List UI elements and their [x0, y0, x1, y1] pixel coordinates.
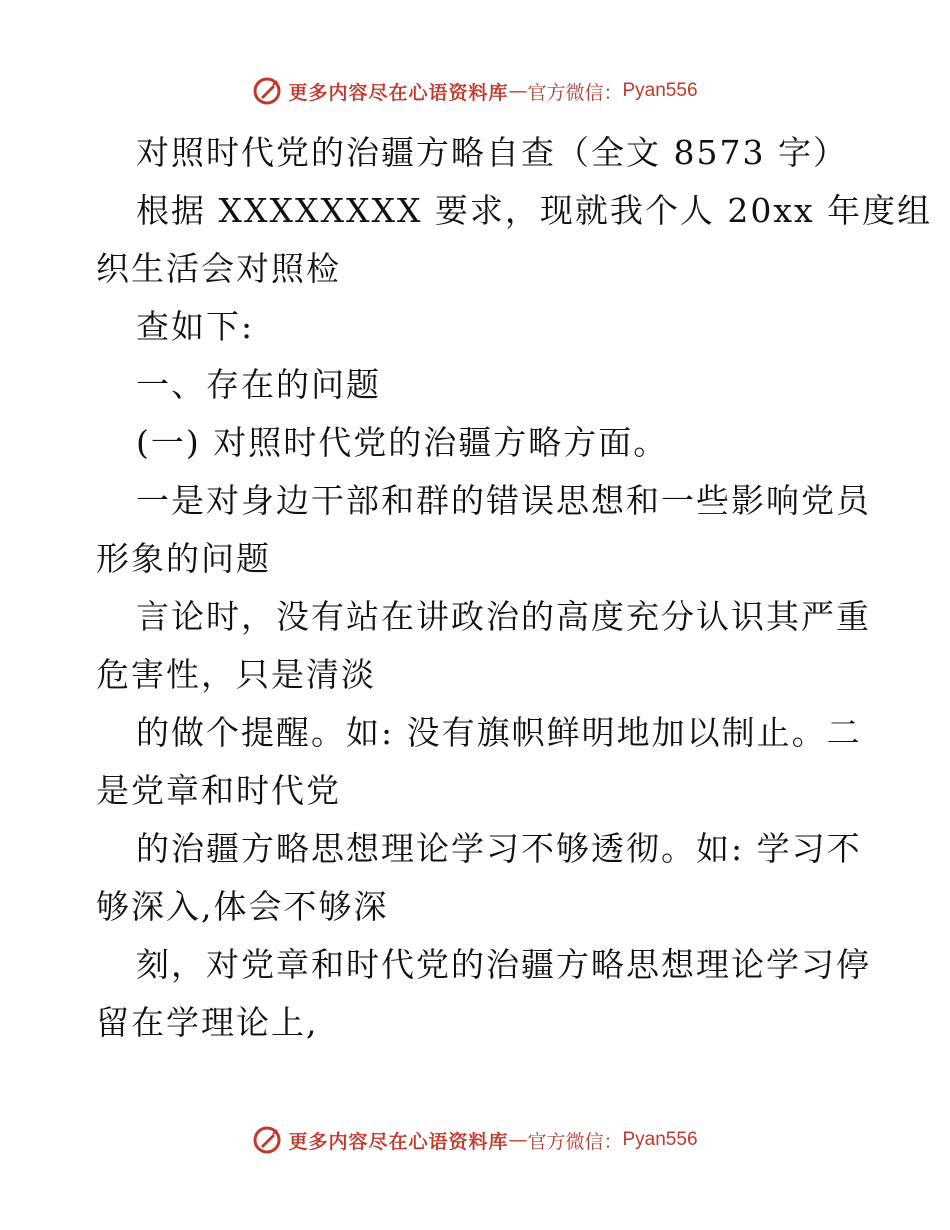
doc-paragraph: 一是对身边干部和群的错误思想和一些影响党员 形象的问题 [96, 481, 871, 578]
watermark-header [0, 71, 950, 111]
doc-title: 对照时代党的治疆方略自查（全文 8573 字） [136, 133, 848, 172]
watermark-official-label: 官方微信： [527, 1130, 623, 1153]
watermark-wechat-id: Pyan556 [622, 80, 698, 101]
subsection-heading: (一) 对照时代党的治疆方略方面。 [136, 423, 669, 462]
watermark-footer [0, 1120, 950, 1160]
doc-paragraph: 刻，对党章和时代党的治疆方略思想理论学习停 留在学理论上, [96, 945, 871, 1042]
quill-logo-icon [252, 1125, 282, 1155]
watermark-brand: 更多内容尽在心语资料库 [288, 1130, 509, 1153]
quill-logo-icon [252, 76, 282, 106]
watermark-brand: 更多内容尽在心语资料库 [288, 81, 509, 104]
doc-paragraph: 根据 XXXXXXXX 要求，现就我个人 20xx 年度组 织生活会对照检 [96, 191, 933, 288]
doc-paragraph: 的治疆方略思想理论学习不够透彻。如: 学习不 够深入,体会不够深 [96, 829, 862, 926]
watermark-dash: — [508, 1129, 528, 1151]
doc-paragraph: 的做个提醒。如: 没有旗帜鲜明地加以制止。二 是党章和时代党 [96, 713, 862, 810]
section-heading: 一、存在的问题 [136, 365, 381, 404]
doc-paragraph: 查如下: [136, 307, 255, 346]
watermark-official-label: 官方微信： [527, 81, 623, 104]
document-body [96, 124, 933, 1052]
watermark-wechat-id: Pyan556 [622, 1129, 698, 1150]
watermark-dash: — [508, 80, 528, 102]
doc-paragraph: 言论时，没有站在讲政治的高度充分认识其严重 危害性，只是清淡 [96, 597, 871, 694]
